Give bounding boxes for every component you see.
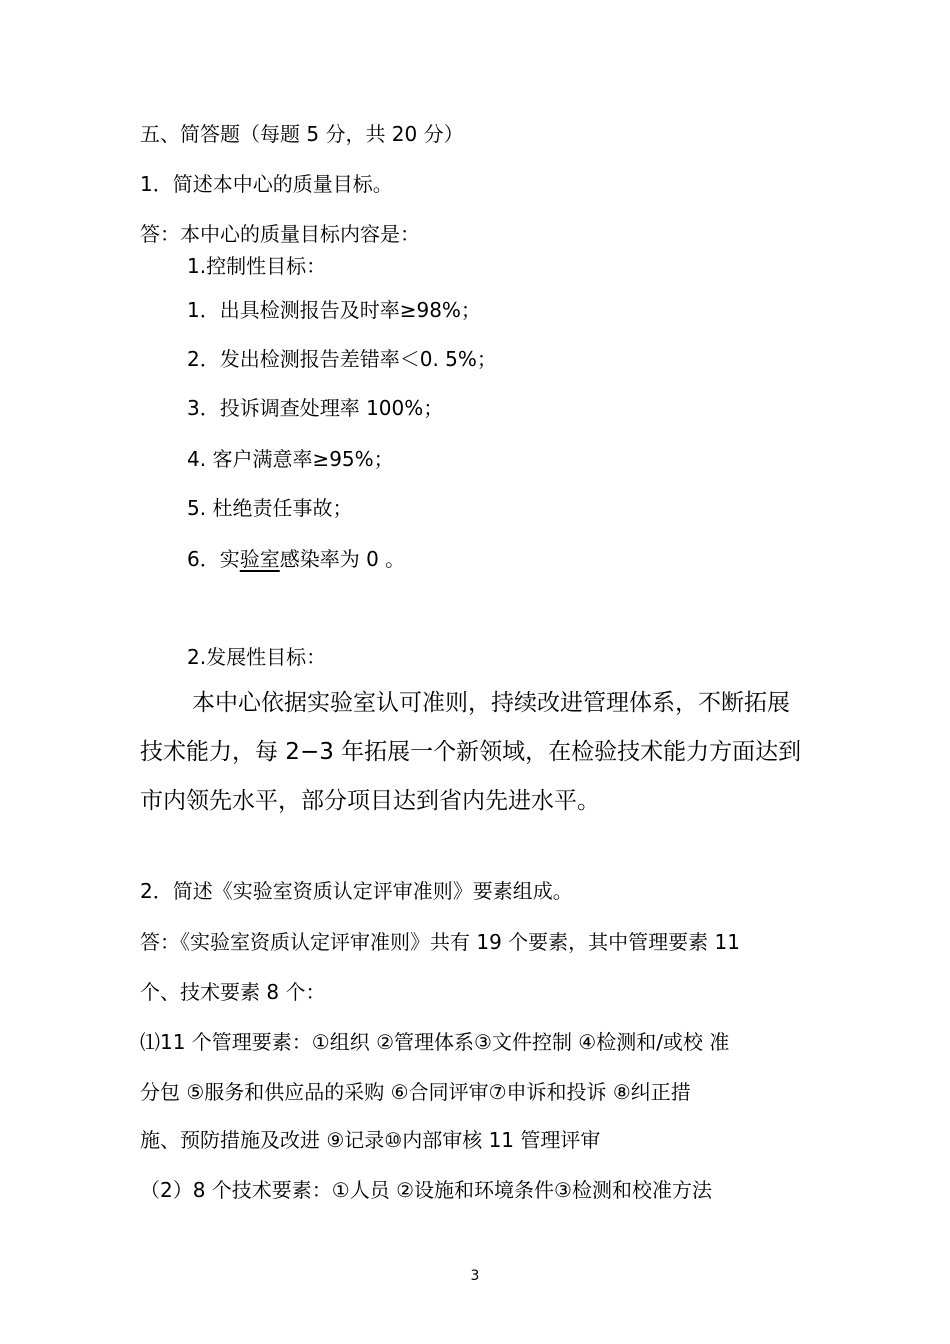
- answer-2-line-6: （2）8 个技术要素：①人员 ②设施和环境条件③检测和校准方法: [140, 1178, 712, 1202]
- control-item-5: 5. 杜绝责任事故；: [187, 496, 353, 520]
- control-item-3: 3．投诉调查处理率 100%；: [187, 396, 444, 420]
- section-title: 五、简答题（每题 5 分，共 20 分）: [140, 122, 464, 146]
- answer-2-line-2: 个、技术要素 8 个：: [140, 980, 326, 1004]
- development-line-3: 市内领先水平，部分项目达到省内先进水平。: [140, 788, 600, 814]
- answer-2-line-4: 分包 ⑤服务和供应品的采购 ⑥合同评审⑦申诉和投诉 ⑧纠正措: [140, 1080, 691, 1104]
- page-number: 3: [470, 1268, 480, 1284]
- question-1: 1．简述本中心的质量目标。: [140, 172, 393, 196]
- answer-1-intro: 答：本中心的质量目标内容是：: [140, 222, 420, 246]
- question-2: 2．简述《实验室资质认定评审准则》要素组成。: [140, 879, 573, 903]
- control-item-1: 1．出具检测报告及时率≥98%；: [187, 298, 481, 322]
- control-goals-heading: 1.控制性目标：: [187, 254, 327, 278]
- control-item-6-suffix: 感染率为 0 。: [279, 547, 406, 571]
- answer-2-line-3: ⑴11 个管理要素：①组织 ②管理体系③文件控制 ④检测和/或校 准: [140, 1030, 730, 1054]
- answer-2-line-5: 施、预防措施及改进 ⑨记录⑩内部审核 11 管理评审: [140, 1128, 601, 1152]
- answer-2-line-1: 答：《实验室资质认定评审准则》共有 19 个要素，其中管理要素 11: [140, 930, 740, 954]
- control-item-6-underlined: 验室: [239, 547, 280, 571]
- development-goals-heading: 2.发展性目标：: [187, 645, 327, 669]
- control-item-2: 2．发出检测报告差错率＜0. 5%；: [187, 347, 497, 371]
- control-item-6-prefix: 6．实: [187, 547, 240, 571]
- development-line-2: 技术能力，每 2−3 年拓展一个新领域，在检验技术能力方面达到: [140, 739, 802, 765]
- control-item-6: [187, 549, 405, 569]
- development-line-1: 本中心依据实验室认可准则，持续改进管理体系，不断拓展: [192, 690, 790, 716]
- control-item-4: 4. 客户满意率≥95%；: [187, 447, 394, 471]
